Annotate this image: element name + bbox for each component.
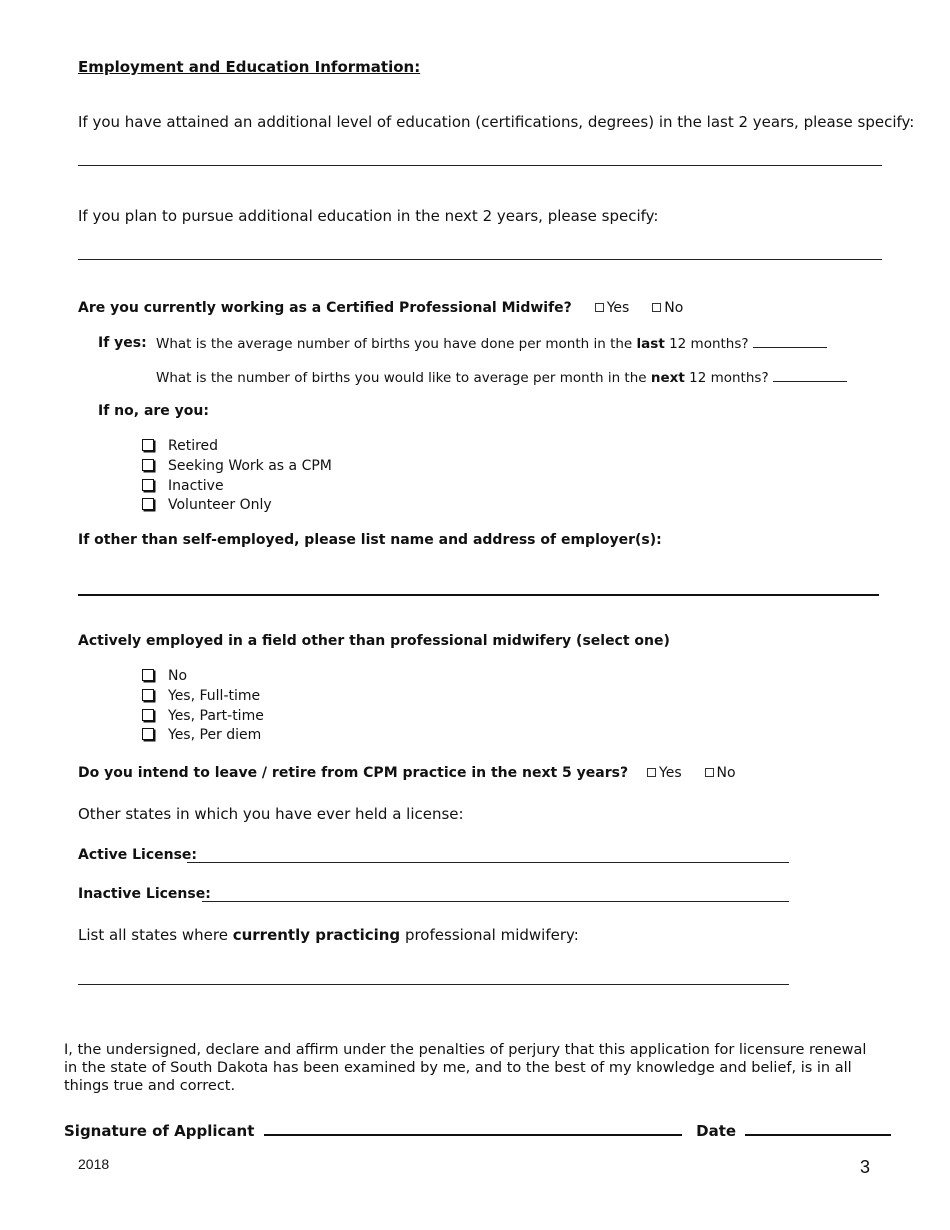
declaration-text: I, the undersigned, declare and affirm under the penalties of perjury that this application for licensure renewal in the state of South Dakota has been examined by me, and to the best of my knowledge and belief, is in all things true and correct.	[64, 1042, 867, 1094]
if-yes-label: If yes:	[98, 335, 147, 351]
practicing-question: List all states where currently practicing professional midwifery:	[78, 926, 579, 944]
education-question-1: If you have attained an additional level of education (certifications, degrees) in the last 2 years, please specify:	[78, 113, 915, 131]
other-field-question: Actively employed in a field other than professional midwifery (select one)	[78, 633, 670, 649]
option-seeking-work[interactable]: Seeking Work as a CPM	[142, 458, 332, 474]
date-field[interactable]	[745, 1122, 891, 1136]
checkbox-icon[interactable]	[142, 459, 154, 471]
avg-births-field[interactable]	[753, 335, 827, 348]
cpm-no-option[interactable]: No	[652, 300, 683, 316]
checkbox-icon[interactable]	[142, 498, 154, 510]
retire-question-row	[78, 765, 736, 781]
checkbox-icon[interactable]	[595, 303, 604, 312]
option-inactive[interactable]: Inactive	[142, 478, 224, 494]
checkbox-icon[interactable]	[142, 709, 154, 721]
option-retired[interactable]: Retired	[142, 438, 218, 454]
avg-births-question: What is the average number of births you have done per month in the last 12 months?	[156, 335, 827, 352]
checkbox-icon[interactable]	[705, 768, 714, 777]
cpm-yes-option[interactable]: Yes	[595, 300, 630, 316]
checkbox-icon[interactable]	[647, 768, 656, 777]
practicing-answer-line[interactable]	[78, 984, 789, 985]
checkbox-icon[interactable]	[142, 669, 154, 681]
option-volunteer-only[interactable]: Volunteer Only	[142, 497, 272, 513]
cpm-question: Are you currently working as a Certified Professional Midwife?	[78, 300, 572, 316]
retire-no-option[interactable]: No	[705, 765, 736, 781]
checkbox-icon[interactable]	[652, 303, 661, 312]
option-full-time[interactable]: Yes, Full-time	[142, 688, 260, 704]
checkbox-icon[interactable]	[142, 439, 154, 451]
education-question-2: If you plan to pursue additional education in the next 2 years, please specify:	[78, 207, 659, 225]
employer-question: If other than self-employed, please list name and address of employer(s):	[78, 532, 662, 548]
retire-yes-option[interactable]: Yes	[647, 765, 682, 781]
page-number: 3	[860, 1157, 871, 1177]
signature-field[interactable]	[264, 1122, 682, 1136]
inactive-license-label: Inactive License:	[78, 886, 211, 902]
option-per-diem[interactable]: Yes, Per diem	[142, 727, 261, 743]
option-no[interactable]: No	[142, 668, 187, 684]
checkbox-icon[interactable]	[142, 689, 154, 701]
education-answer-line-1[interactable]	[78, 165, 882, 166]
employer-answer-line[interactable]	[78, 594, 879, 596]
future-births-question: What is the number of births you would like to average per month in the next 12 months?	[156, 369, 847, 386]
active-license-field[interactable]	[187, 862, 789, 863]
option-part-time[interactable]: Yes, Part-time	[142, 708, 264, 724]
retire-question: Do you intend to leave / retire from CPM practice in the next 5 years?	[78, 765, 629, 781]
inactive-license-field[interactable]	[202, 901, 789, 902]
active-license-label: Active License:	[78, 847, 198, 863]
if-no-label: If no, are you:	[98, 403, 209, 419]
cpm-question-row	[78, 300, 683, 316]
education-answer-line-2[interactable]	[78, 259, 882, 260]
checkbox-icon[interactable]	[142, 728, 154, 740]
footer-year: 2018	[78, 1156, 110, 1172]
section-heading: Employment and Education Information:	[78, 58, 421, 76]
signature-label: Signature of Applicant	[64, 1122, 255, 1140]
date-label: Date	[696, 1122, 737, 1140]
future-births-field[interactable]	[773, 369, 847, 382]
signature-row	[64, 1122, 891, 1140]
checkbox-icon[interactable]	[142, 479, 154, 491]
licenses-intro: Other states in which you have ever held a license:	[78, 805, 464, 823]
